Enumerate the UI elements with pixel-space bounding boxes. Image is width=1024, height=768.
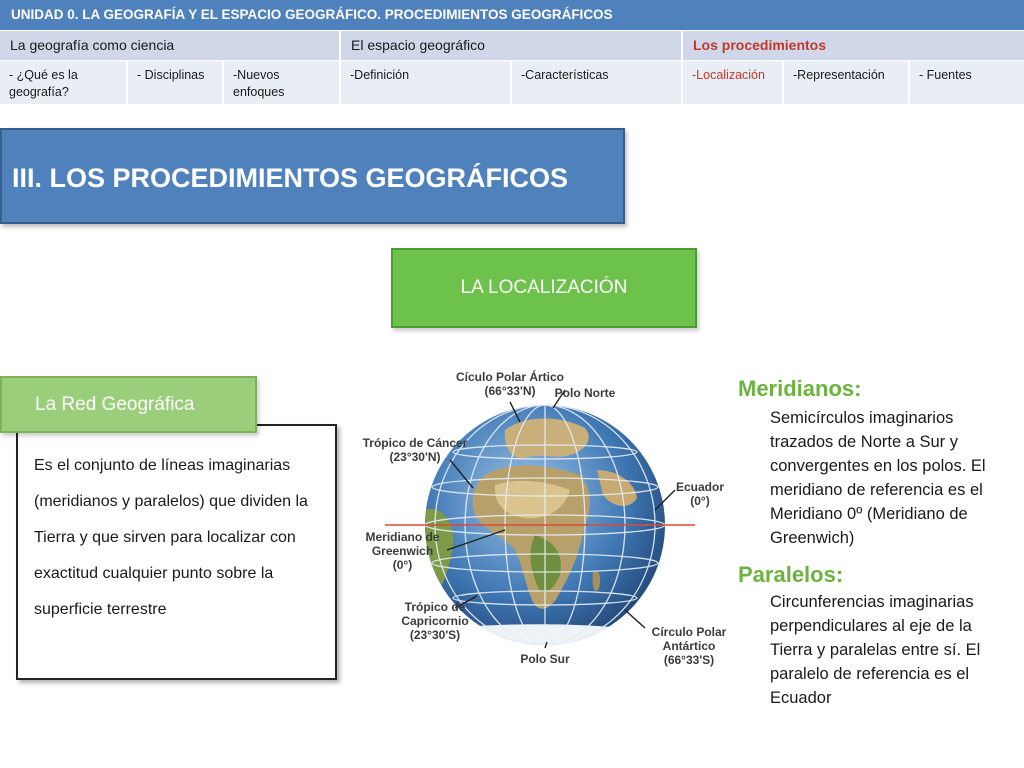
label-polo-norte: Polo Norte <box>554 386 616 400</box>
section-title-banner: III. LOS PROCEDIMIENTOS GEOGRÁFICOS <box>0 128 625 224</box>
label-tropico-cancer: Trópico de Cáncer (23°30'N) <box>362 436 468 464</box>
label-meridiano-greenwich: Meridiano de Greenwich (0°) <box>365 530 440 572</box>
nav-sub-nuevos-enfoques[interactable]: -Nuevos enfoques <box>224 61 341 104</box>
red-geografica-label: La Red Geográfica <box>0 376 257 433</box>
paralelos-text: Circunferencias imaginarias perpendiculares al eje de la Tierra y paralelas entre sí. El paralelo de referencia es el Ecuador <box>770 593 981 707</box>
nav-section-geografia-ciencia[interactable]: La geografía como ciencia <box>0 31 341 60</box>
unit-title: UNIDAD 0. LA GEOGRAFÍA Y EL ESPACIO GEOGRÁFICO. PROCEDIMIENTOS GEOGRÁFICOS <box>0 0 1024 30</box>
meridianos-heading: Meridianos: <box>738 376 862 401</box>
globe-illustration <box>355 360 735 680</box>
nav-sub-fuentes[interactable]: - Fuentes <box>910 61 1024 104</box>
nav-section-espacio-geografico[interactable]: El espacio geográfico <box>341 31 683 60</box>
paralelos-heading: Paralelos: <box>738 562 844 587</box>
nav-sub-localizacion[interactable]: -Localización <box>683 61 784 104</box>
nav-sub-disciplinas[interactable]: - Disciplinas <box>128 61 224 104</box>
nav-sub-representacion[interactable]: -Representación <box>784 61 910 104</box>
nav-sub-definicion[interactable]: -Definición <box>341 61 512 104</box>
nav-sub-que-es[interactable]: - ¿Qué es la geografía? <box>0 61 128 104</box>
label-tropico-capricornio: Trópico de Capricornio (23°30'S) <box>401 600 469 642</box>
label-polar-artico: Cículo Polar Ártico (66°33'N) <box>455 370 565 398</box>
nav-sub-caracteristicas[interactable]: -Características <box>512 61 683 104</box>
localizacion-heading-box: LA LOCALIZACIÓN <box>391 248 697 328</box>
label-ecuador: Ecuador (0°) <box>675 480 724 508</box>
label-polo-sur: Polo Sur <box>520 652 570 666</box>
nav-section-procedimientos[interactable]: Los procedimientos <box>683 31 1024 60</box>
meridianos-text: Semicírculos imaginarios trazados de Norte a Sur y convergentes en los polos. El meridiano de referencia es el Meridiano 0º (Meridiano de Greenwich) <box>770 409 986 547</box>
definition-box <box>16 424 337 680</box>
definition-text: Es el conjunto de líneas imaginarias (meridianos y paralelos) que dividen la Tierra y que sirven para localizar con exactitud cualquier punto sobre la superficie terrestre <box>34 457 308 618</box>
label-polar-antartico: Círculo Polar Antártico (66°33'S) <box>651 625 727 667</box>
